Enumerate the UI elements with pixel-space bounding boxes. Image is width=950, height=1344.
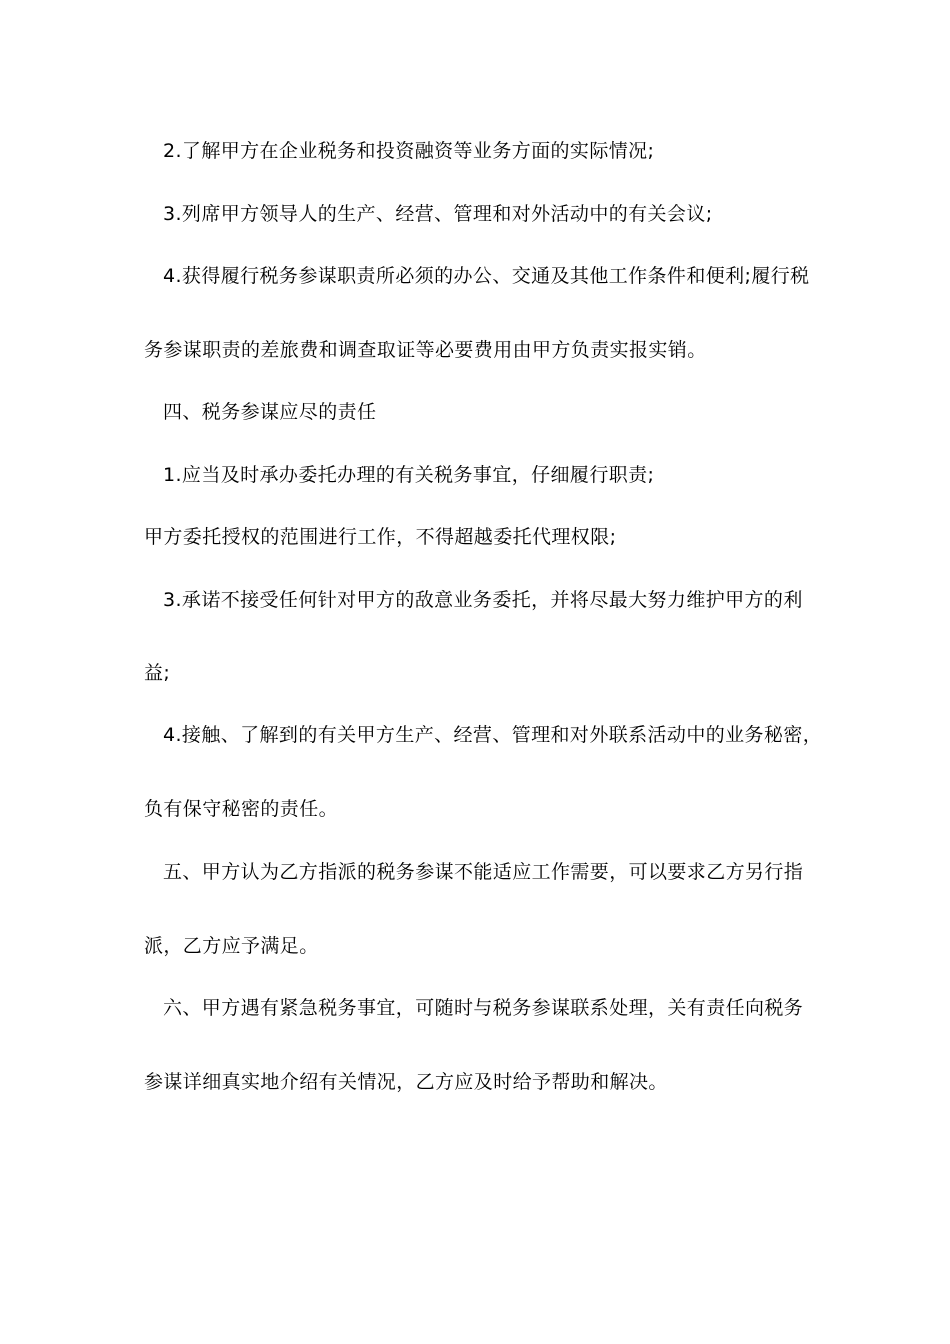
paragraph-line: 参谋详细真实地介绍有关情况，乙方应及时给予帮助和解决。 [144,1071,668,1093]
paragraph-line: 务参谋职责的差旅费和调查取证等必要费用由甲方负责实报实销。 [144,339,707,361]
paragraph-line: 甲方委托授权的范围进行工作，不得超越委托代理权限; [144,526,617,548]
section-heading: 五、甲方认为乙方指派的税务参谋不能适应工作需要，可以要求乙方另行指 [163,861,804,883]
paragraph-line: 3.承诺不接受任何针对甲方的敌意业务委托，并将尽最大努力维护甲方的利 [163,589,803,611]
paragraph-line: 4.接触、了解到的有关甲方生产、经营、管理和对外联系活动中的业务秘密， [163,724,823,746]
paragraph-line: 4.获得履行税务参谋职责所必须的办公、交通及其他工作条件和便利;履行税 [163,265,810,287]
paragraph-line: 1.应当及时承办委托办理的有关税务事宜，仔细履行职责; [163,464,655,486]
section-heading: 四、税务参谋应尽的责任 [163,401,377,423]
paragraph-line: 派，乙方应予满足。 [144,935,319,957]
paragraph-line: 2.了解甲方在企业税务和投资融资等业务方面的实际情况; [163,140,655,162]
paragraph-line: 3.列席甲方领导人的生产、经营、管理和对外活动中的有关会议; [163,203,713,225]
section-heading: 六、甲方遇有紧急税务事宜，可随时与税务参谋联系处理，关有责任向税务 [163,997,804,1019]
paragraph-line: 负有保守秘密的责任。 [144,798,339,820]
paragraph-line: 益; [144,662,171,684]
